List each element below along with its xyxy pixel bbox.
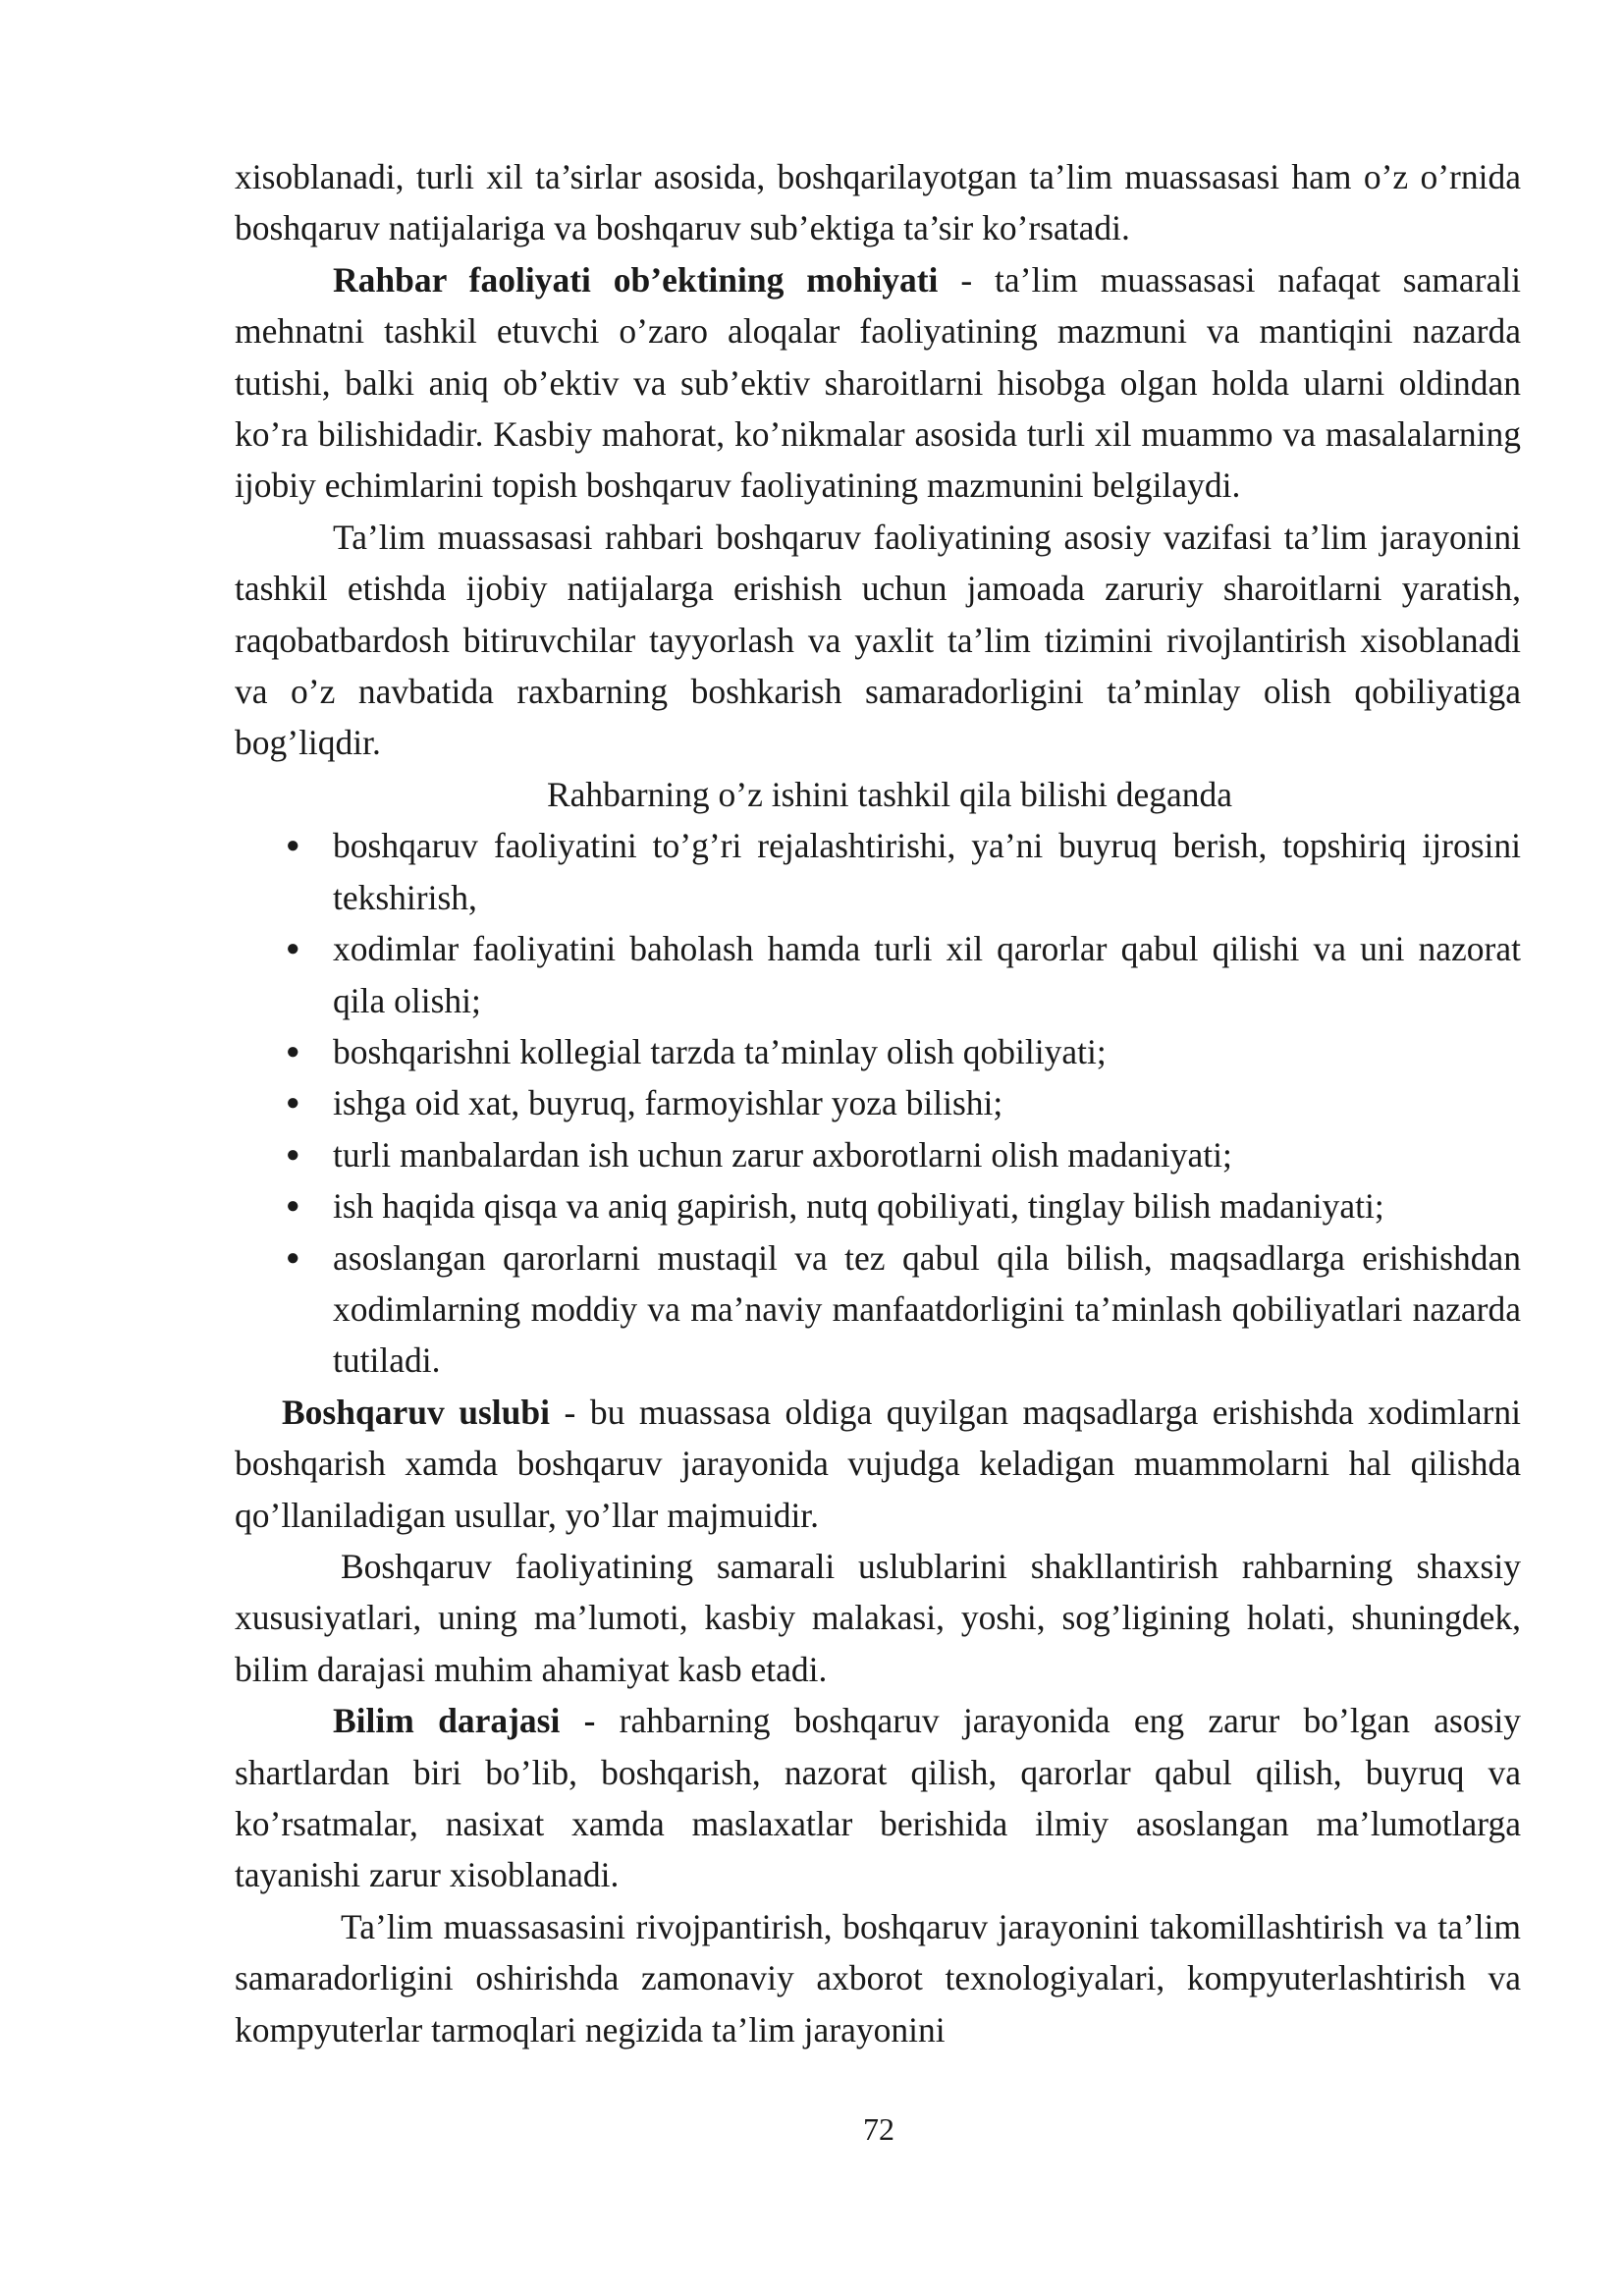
bullet-icon: ● <box>286 1244 300 1271</box>
list-item-text: xodimlar faoliyatini baholash hamda turli xil qarorlar qabul qilishi va uni nazorat qila olishi; <box>333 929 1521 1020</box>
list-item <box>235 923 1521 1026</box>
list-item-text: boshqarishni kollegial tarzda ta’minlay olish qobiliyati; <box>333 1031 1107 1071</box>
bullet-icon: ● <box>286 1141 300 1168</box>
paragraph-development: Ta’lim muassasasini rivojpantirish, boshqaruv jarayonini takomillashtirish va ta’lim samaradorligini oshirishda zamonaviy axborot texnologiyalari, kompyuterlashtirish va kompyuterlar tarmoqlari negizida ta’lim jarayonini <box>235 1906 1521 2050</box>
definition-leader-activity: - ta’lim muassasasi nafaqat samarali mehnatni tashkil etuvchi o’zaro aloqalar faoliyatining mazmuni va mantiqini nazarda tutishi, balki aniq ob’ektiv va sub’ektiv sharoitlarni hisobga olgan holda ularni oldindan ko’ra bilishidadir. Kasbiy mahorat, ko’nikmalar asosida turli xil muammo va masalalarning ijobiy echimlarini topish boshqaruv faoliyatining mazmunini belgilaydi. <box>235 259 1521 506</box>
list-item <box>235 1026 1521 1077</box>
term-management-style: Boshqaruv uslubi <box>282 1392 551 1432</box>
list-item-text: turli manbalardan ish uchun zarur axborotlarni olish madaniyati; <box>333 1134 1232 1175</box>
list-item <box>235 1077 1521 1128</box>
paragraph-effective-styles: Boshqaruv faoliyatining samarali uslublarini shakllantirish rahbarning shaxsiy xususiyatlari, uning ma’lumoti, kasbiy malakasi, yoshi, sog’ligining holati, shuningdek, bilim darajasi muhim ahamiyat kasb etadi. <box>235 1546 1521 1689</box>
bullet-icon: ● <box>286 1193 300 1220</box>
bullet-icon: ● <box>286 1090 300 1117</box>
page-body <box>235 151 1521 2055</box>
paragraph-main-task: Ta’lim muassasasi rahbari boshqaruv faoliyatining asosiy vazifasi ta’lim jarayonini tashkil etishda ijobiy natijalarga erishish uchun jamoada zaruriy sharoitlarni yaratish, raqobatbardosh bitiruvchilar tayyorlash va yaxlit ta’lim tizimini rivojlantirish xisoblanadi va o’z navbatida raxbarning boshkarish samaradorligini ta’minlay olish qobiliyatiga bog’liqdir. <box>235 517 1521 763</box>
term-leader-activity: Rahbar faoliyati ob’ektining mohiyati <box>333 259 939 300</box>
definition-knowledge-level: rahbarning boshqaruv jarayonida eng zarur bo’lgan asosiy shartlardan biri bo’lib, boshqarish, nazorat qilish, qarorlar qabul qilish, buyruq va ko’rsatmalar, nasixat xamda maslaxatlar berishida ilmiy asoslangan ma’lumotlarga tayanishi zarur xisoblanadi. <box>235 1701 1521 1895</box>
paragraph-management-style <box>235 1387 1521 1541</box>
list-item-text: boshqaruv faoliyatini to’g’ri rejalashtirishi, ya’ni buyruq berish, topshiriq ijrosini tekshirish, <box>333 826 1521 917</box>
list-item <box>235 1180 1521 1231</box>
list-intro: Rahbarning o’z ishini tashkil qila bilishi deganda <box>547 774 1233 814</box>
list-item-text: ish haqida qisqa va aniq gapirish, nutq qobiliyati, tinglay bilish madaniyati; <box>333 1186 1384 1227</box>
list-item-text: asoslangan qarorlarni mustaqil va tez qabul qila bilish, maqsadlarga erishishdan xodimlarning moddiy va ma’naviy manfaatdorligini ta’minlash qobiliyatlari nazarda tutiladi. <box>333 1237 1521 1381</box>
list-item <box>235 820 1521 923</box>
page-number: 72 <box>863 2111 894 2147</box>
list-item-text: ishga oid xat, buyruq, farmoyishlar yoza bilishi; <box>333 1083 1003 1123</box>
bullet-icon: ● <box>286 936 300 962</box>
bullet-list <box>235 820 1521 1386</box>
term-knowledge-level: Bilim darajasi - <box>333 1701 596 1741</box>
paragraph-leader-activity <box>235 254 1521 512</box>
paragraph-continuation: xisoblanadi, turli xil ta’sirlar asosida, boshqarilayotgan ta’lim muassasasi ham o’z o’rnida boshqaruv natijalariga va boshqaruv sub’ektiga ta’sir ko’rsatadi. <box>235 157 1521 248</box>
paragraph-knowledge-level <box>235 1695 1521 1901</box>
definition-management-style: - bu muassasa oldiga quyilgan maqsadlarga erishishda xodimlarni boshqarish xamda boshqaruv jarayonida vujudga keladigan muammolarni hal qilishda qo’llaniladigan usullar, yo’llar majmuidir. <box>235 1392 1521 1535</box>
list-item <box>235 1129 1521 1180</box>
bullet-icon: ● <box>286 833 300 859</box>
bullet-icon: ● <box>286 1038 300 1065</box>
list-item <box>235 1232 1521 1387</box>
